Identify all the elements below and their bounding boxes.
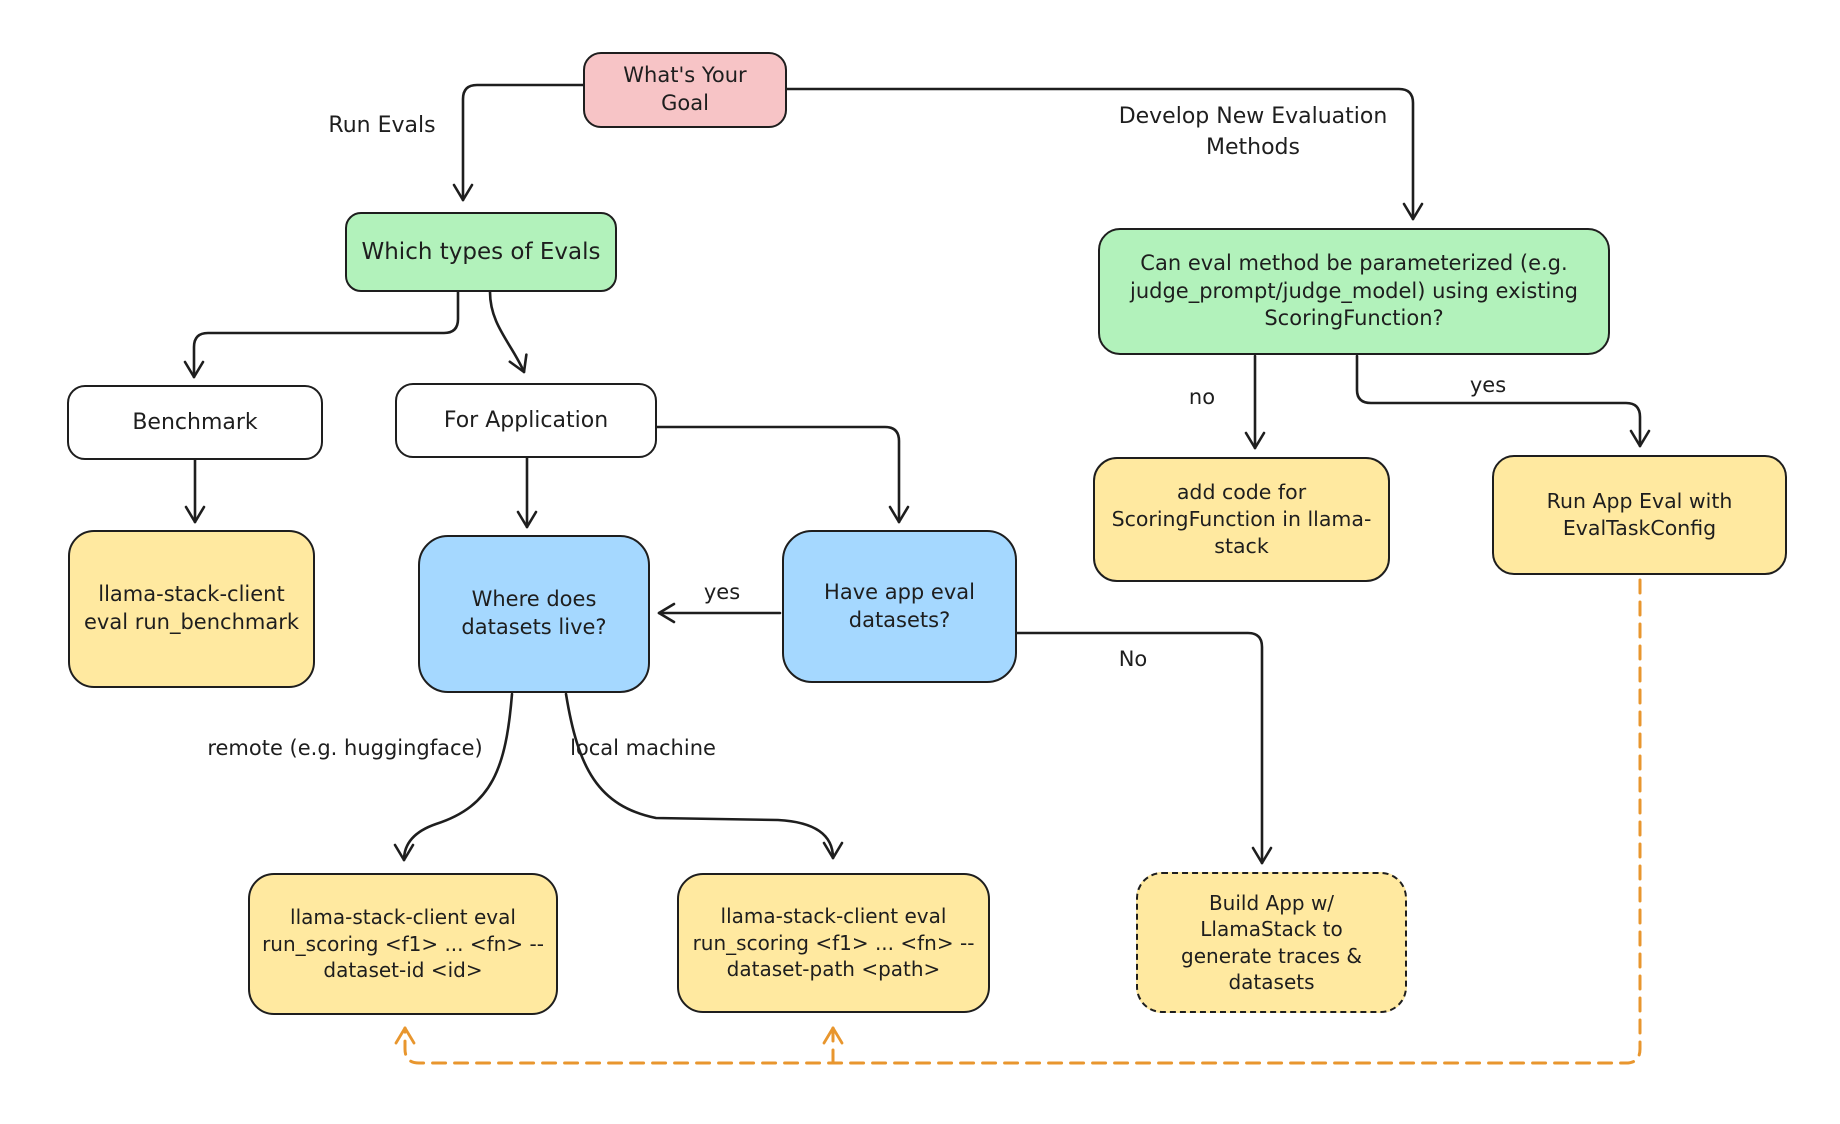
node-label: Run App Eval with EvalTaskConfig	[1546, 488, 1733, 540]
node-label: llama-stack-client eval run_scoring <f1> ... <fn> --dataset-id <id>	[262, 905, 544, 983]
edge-label-yes: yes	[703, 580, 741, 604]
node-label: Have app eval datasets?	[824, 579, 975, 632]
node-label: Can eval method be parameterized (e.g. judge_prompt/judge_model) using existing ScoringFunction?	[1129, 250, 1578, 331]
edge-where-datasets-local-to-run-scoring-path	[566, 694, 833, 858]
edge-label-remote-huggingface: remote (e.g. huggingface)	[207, 736, 483, 760]
node-label: llama-stack-client eval run_benchmark	[84, 582, 300, 634]
node-label: llama-stack-client eval run_scoring <f1> ... <fn> --dataset-path <path>	[692, 904, 975, 982]
edge-label-develop-new-evaluation-methods: Develop New Evaluation Methods	[1118, 104, 1388, 160]
edge-param-yes-to-run-app-eval	[1357, 356, 1640, 446]
node-label: Build App w/ LlamaStack to generate traces & datasets	[1181, 890, 1362, 994]
node-whats-your-goal	[583, 52, 787, 128]
node-label: Where does datasets live?	[461, 587, 607, 639]
node-label: Benchmark	[132, 409, 258, 435]
node-can-eval-method-be-parameterized	[1098, 228, 1610, 355]
edge-which-types-to-for-application	[490, 292, 524, 372]
node-label: Which types of Evals	[361, 238, 601, 265]
node-benchmark	[67, 385, 323, 460]
edge-label-run-evals: Run Evals	[328, 113, 436, 138]
node-run-scoring-dataset-path-command	[677, 873, 990, 1013]
node-add-code-for-scoringfunction	[1093, 457, 1390, 582]
node-label: add code for ScoringFunction in llama-stack	[1111, 479, 1372, 559]
node-where-does-datasets-live	[418, 535, 650, 693]
edge-label-no: No	[1118, 647, 1148, 671]
edge-label-local-machine: local machine	[570, 736, 716, 760]
node-label: For Application	[443, 407, 609, 433]
edge-where-datasets-remote-to-run-scoring-id	[404, 694, 512, 860]
node-which-types-of-evals	[345, 212, 617, 292]
edge-goal-to-which-types	[463, 85, 583, 200]
node-label: What's Your Goal	[623, 63, 747, 115]
edge-for-application-to-have-datasets	[657, 427, 899, 522]
edge-which-types-to-benchmark	[194, 292, 458, 377]
node-run-scoring-dataset-id-command	[248, 873, 558, 1015]
node-have-app-eval-datasets	[782, 530, 1017, 683]
node-for-application	[395, 383, 657, 458]
edge-label-no: no	[1188, 385, 1216, 409]
node-run-app-eval-with-evaltaskconfig	[1492, 455, 1787, 575]
node-build-app-with-llamastack	[1136, 872, 1407, 1013]
node-run-benchmark-command	[68, 530, 315, 688]
edge-label-yes: yes	[1469, 373, 1507, 397]
